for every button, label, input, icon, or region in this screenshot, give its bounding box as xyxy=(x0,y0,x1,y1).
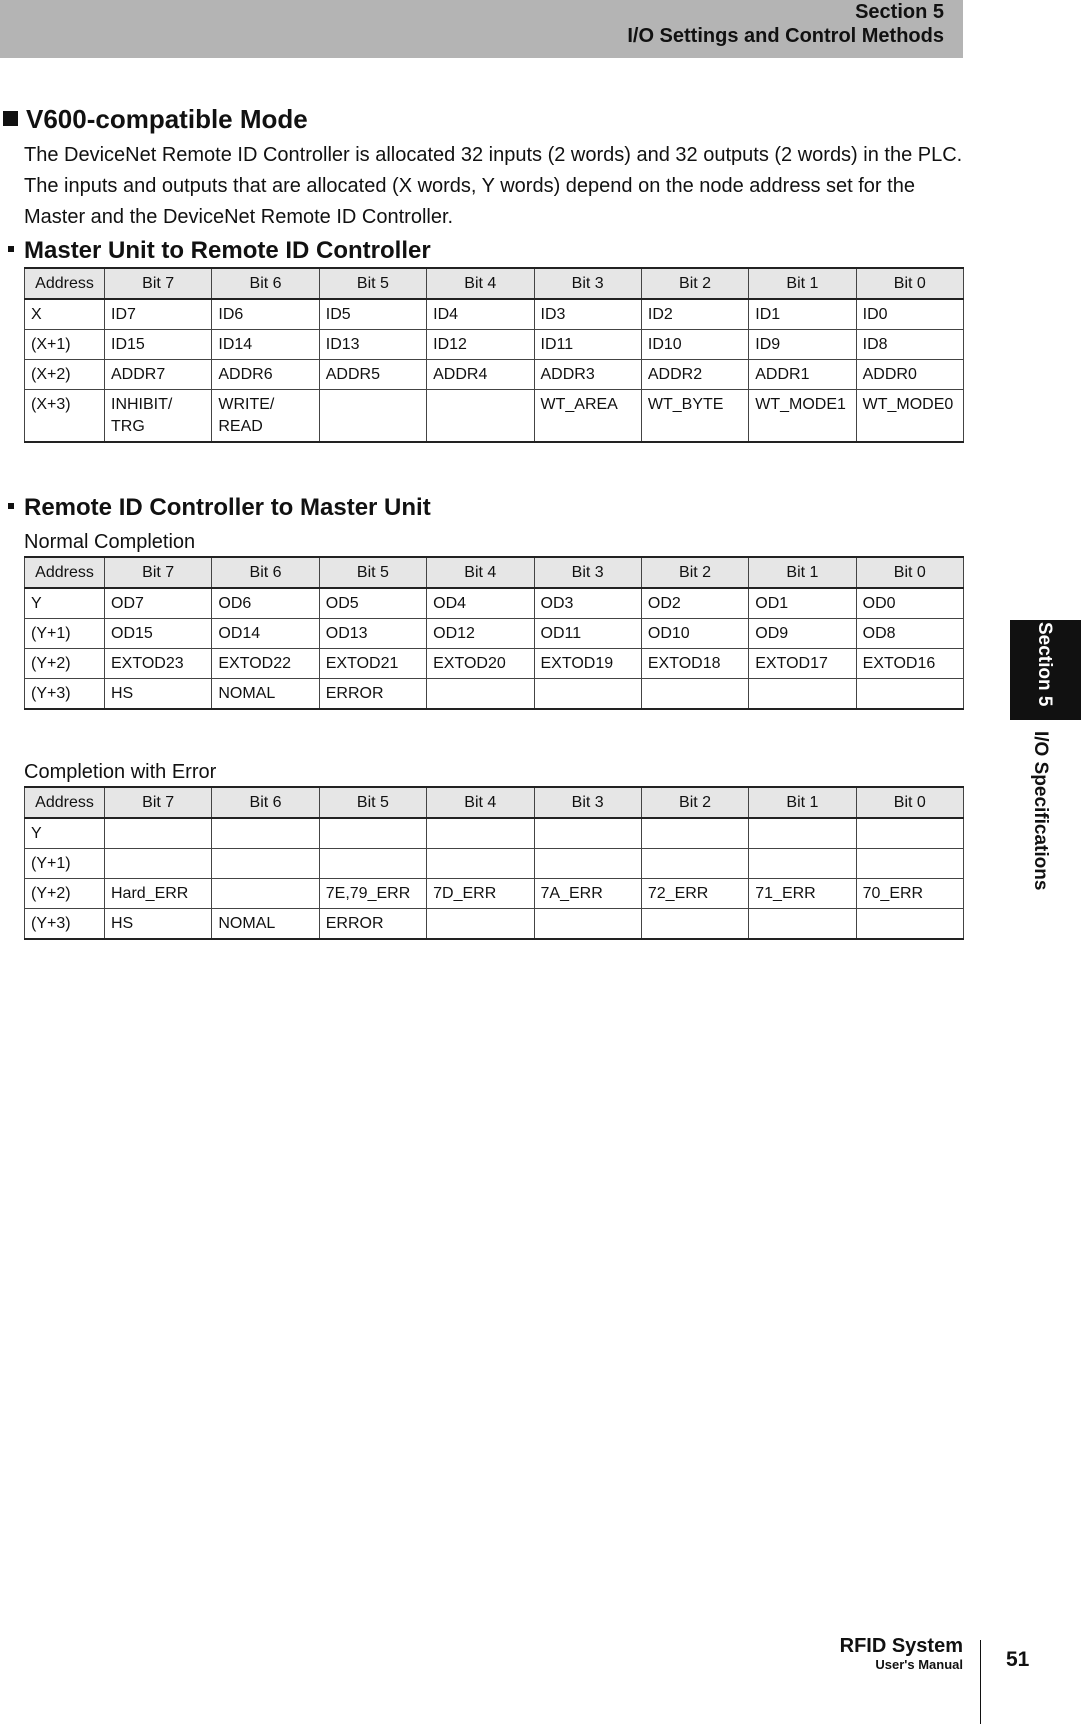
bit-cell xyxy=(749,679,856,710)
small-square-bullet-icon xyxy=(8,246,14,252)
address-cell: (Y+1) xyxy=(25,849,105,879)
column-header: Bit 3 xyxy=(534,268,641,299)
subheading-controller-to-master xyxy=(8,493,431,523)
bit-cell xyxy=(105,818,212,849)
column-header: Bit 1 xyxy=(749,557,856,588)
header-bar xyxy=(0,0,963,58)
bit-cell: EXTOD20 xyxy=(427,649,534,679)
bit-cell: ID7 xyxy=(105,299,212,330)
column-header: Bit 1 xyxy=(749,787,856,818)
bit-cell xyxy=(641,818,748,849)
bit-cell xyxy=(319,818,426,849)
column-header: Bit 4 xyxy=(427,787,534,818)
bit-cell: Hard_ERR xyxy=(105,879,212,909)
table-header-row xyxy=(25,557,964,588)
table-header-row xyxy=(25,787,964,818)
column-header: Bit 3 xyxy=(534,787,641,818)
bit-cell xyxy=(212,879,319,909)
bit-cell: ID4 xyxy=(427,299,534,330)
address-cell: (Y+2) xyxy=(25,879,105,909)
bit-cell: ID3 xyxy=(534,299,641,330)
column-header: Bit 7 xyxy=(105,557,212,588)
column-header: Bit 3 xyxy=(534,557,641,588)
header-section: Section 5 xyxy=(855,1,944,23)
bit-cell: EXTOD17 xyxy=(749,649,856,679)
bit-cell: OD1 xyxy=(749,588,856,619)
bit-cell xyxy=(749,909,856,940)
table-row xyxy=(25,679,964,710)
table-normal-completion xyxy=(24,556,964,710)
bit-cell xyxy=(749,849,856,879)
bit-cell: 7A_ERR xyxy=(534,879,641,909)
address-cell: Y xyxy=(25,588,105,619)
side-tab-label: I/O Specifications xyxy=(1030,731,1051,891)
small-square-bullet-icon xyxy=(8,503,14,509)
bit-cell: ADDR4 xyxy=(427,360,534,390)
bit-cell: 72_ERR xyxy=(641,879,748,909)
bit-cell: OD0 xyxy=(856,588,963,619)
table-header-row xyxy=(25,268,964,299)
bit-cell: WT_MODE1 xyxy=(749,390,856,443)
bit-cell xyxy=(856,909,963,940)
table-row xyxy=(25,330,964,360)
address-cell: (X+1) xyxy=(25,330,105,360)
bit-cell: ID14 xyxy=(212,330,319,360)
bit-cell: OD6 xyxy=(212,588,319,619)
bit-cell: ID0 xyxy=(856,299,963,330)
bit-cell xyxy=(641,909,748,940)
bit-cell xyxy=(105,849,212,879)
bit-cell: EXTOD16 xyxy=(856,649,963,679)
column-header: Bit 6 xyxy=(212,787,319,818)
column-header: Bit 4 xyxy=(427,557,534,588)
address-cell: (Y+1) xyxy=(25,619,105,649)
table-row xyxy=(25,619,964,649)
bit-cell: ID5 xyxy=(319,299,426,330)
bit-cell: 7E,79_ERR xyxy=(319,879,426,909)
subheading-text: Remote ID Controller to Master Unit xyxy=(24,494,431,521)
footer-title xyxy=(840,1635,963,1673)
bit-cell xyxy=(427,679,534,710)
address-cell: (Y+3) xyxy=(25,679,105,710)
bit-cell: OD8 xyxy=(856,619,963,649)
bit-cell: ID13 xyxy=(319,330,426,360)
bit-cell: OD3 xyxy=(534,588,641,619)
table-row xyxy=(25,299,964,330)
bit-cell: OD9 xyxy=(749,619,856,649)
bit-cell: OD7 xyxy=(105,588,212,619)
caption-completion-with-error: Completion with Error xyxy=(24,761,217,783)
bit-cell xyxy=(749,818,856,849)
column-header: Bit 0 xyxy=(856,557,963,588)
intro-paragraph: The DeviceNet Remote ID Controller is allocated 32 inputs (2 words) and 32 outputs (2 words) in the PLC. The inputs and outputs that are allocated (X words, Y words) depend on the node address set for the Master and the DeviceNet Remote ID Controller. xyxy=(24,144,963,228)
table-row xyxy=(25,649,964,679)
bit-cell: ID11 xyxy=(534,330,641,360)
address-cell: Y xyxy=(25,818,105,849)
bit-cell: OD14 xyxy=(212,619,319,649)
subheading-text: Master Unit to Remote ID Controller xyxy=(24,237,431,264)
bit-cell xyxy=(427,818,534,849)
bit-cell xyxy=(856,818,963,849)
bit-cell: WRITE/ READ xyxy=(212,390,319,443)
bit-cell xyxy=(319,849,426,879)
bit-cell: ID6 xyxy=(212,299,319,330)
page-number: 51 xyxy=(1006,1648,1030,1671)
table-row xyxy=(25,588,964,619)
bit-cell: ADDR7 xyxy=(105,360,212,390)
bit-cell: ERROR xyxy=(319,679,426,710)
caption-normal-completion: Normal Completion xyxy=(24,531,196,553)
bit-cell xyxy=(427,390,534,443)
column-header: Bit 5 xyxy=(319,268,426,299)
table-completion-with-error xyxy=(24,786,964,940)
bit-cell xyxy=(856,849,963,879)
header-title: I/O Settings and Control Methods xyxy=(627,25,944,47)
bit-cell: HS xyxy=(105,679,212,710)
bit-cell xyxy=(856,679,963,710)
address-cell: (X+2) xyxy=(25,360,105,390)
bit-cell: OD4 xyxy=(427,588,534,619)
bit-cell: ID2 xyxy=(641,299,748,330)
bit-cell: ID1 xyxy=(749,299,856,330)
bit-cell: 7D_ERR xyxy=(427,879,534,909)
table-row xyxy=(25,818,964,849)
column-header: Bit 1 xyxy=(749,268,856,299)
column-header: Address xyxy=(25,787,105,818)
footer-product: RFID System xyxy=(839,1635,963,1657)
column-header: Bit 6 xyxy=(212,557,319,588)
bit-cell: EXTOD23 xyxy=(105,649,212,679)
bit-cell: EXTOD22 xyxy=(212,649,319,679)
bit-cell: ID12 xyxy=(427,330,534,360)
column-header: Bit 7 xyxy=(105,268,212,299)
bit-cell xyxy=(212,818,319,849)
bit-cell: OD5 xyxy=(319,588,426,619)
address-cell: X xyxy=(25,299,105,330)
column-header: Bit 7 xyxy=(105,787,212,818)
bit-cell: OD11 xyxy=(534,619,641,649)
bit-cell: OD15 xyxy=(105,619,212,649)
bit-cell: WT_AREA xyxy=(534,390,641,443)
column-header: Address xyxy=(25,557,105,588)
column-header: Address xyxy=(25,268,105,299)
bit-cell: ADDR2 xyxy=(641,360,748,390)
table-row xyxy=(25,909,964,940)
table-row xyxy=(25,360,964,390)
header-text xyxy=(627,0,944,48)
column-header: Bit 0 xyxy=(856,268,963,299)
bit-cell: ADDR6 xyxy=(212,360,319,390)
bit-cell: NOMAL xyxy=(212,909,319,940)
footer-divider xyxy=(980,1640,981,1724)
bit-cell: NOMAL xyxy=(212,679,319,710)
column-header: Bit 0 xyxy=(856,787,963,818)
bit-cell: OD13 xyxy=(319,619,426,649)
bit-cell: ADDR0 xyxy=(856,360,963,390)
column-header: Bit 2 xyxy=(641,268,748,299)
column-header: Bit 6 xyxy=(212,268,319,299)
bit-cell: ID8 xyxy=(856,330,963,360)
main-heading xyxy=(0,102,308,136)
bit-cell: EXTOD18 xyxy=(641,649,748,679)
bit-cell: HS xyxy=(105,909,212,940)
address-cell: (X+3) xyxy=(25,390,105,443)
bit-cell: ADDR1 xyxy=(749,360,856,390)
bit-cell: EXTOD21 xyxy=(319,649,426,679)
bit-cell xyxy=(212,849,319,879)
column-header: Bit 5 xyxy=(319,557,426,588)
bit-cell xyxy=(641,679,748,710)
bit-cell xyxy=(427,909,534,940)
bit-cell: 70_ERR xyxy=(856,879,963,909)
bit-cell: WT_BYTE xyxy=(641,390,748,443)
bit-cell: INHIBIT/ TRG xyxy=(105,390,212,443)
column-header: Bit 5 xyxy=(319,787,426,818)
bit-cell: ID15 xyxy=(105,330,212,360)
column-header: Bit 2 xyxy=(641,557,748,588)
table-master-to-controller xyxy=(24,267,964,443)
side-tab-section: Section 5 xyxy=(1034,622,1055,707)
column-header: Bit 4 xyxy=(427,268,534,299)
address-cell: (Y+2) xyxy=(25,649,105,679)
bit-cell xyxy=(534,818,641,849)
bit-cell: OD10 xyxy=(641,619,748,649)
bit-cell: ID9 xyxy=(749,330,856,360)
address-cell: (Y+3) xyxy=(25,909,105,940)
bit-cell: EXTOD19 xyxy=(534,649,641,679)
bit-cell xyxy=(534,909,641,940)
bit-cell xyxy=(319,390,426,443)
footer-manual: User's Manual xyxy=(875,1657,963,1672)
table-row xyxy=(25,849,964,879)
table-row xyxy=(25,390,964,443)
table-row xyxy=(25,879,964,909)
bit-cell: ERROR xyxy=(319,909,426,940)
bit-cell: WT_MODE0 xyxy=(856,390,963,443)
bit-cell: OD2 xyxy=(641,588,748,619)
bit-cell xyxy=(641,849,748,879)
bit-cell: 71_ERR xyxy=(749,879,856,909)
square-bullet-icon xyxy=(3,111,18,126)
bit-cell: ID10 xyxy=(641,330,748,360)
bit-cell: OD12 xyxy=(427,619,534,649)
main-heading-text: V600-compatible Mode xyxy=(26,104,308,134)
bit-cell: ADDR5 xyxy=(319,360,426,390)
bit-cell xyxy=(534,679,641,710)
bit-cell xyxy=(534,849,641,879)
bit-cell: ADDR3 xyxy=(534,360,641,390)
bit-cell xyxy=(427,849,534,879)
column-header: Bit 2 xyxy=(641,787,748,818)
subheading-master-to-controller xyxy=(8,236,431,266)
